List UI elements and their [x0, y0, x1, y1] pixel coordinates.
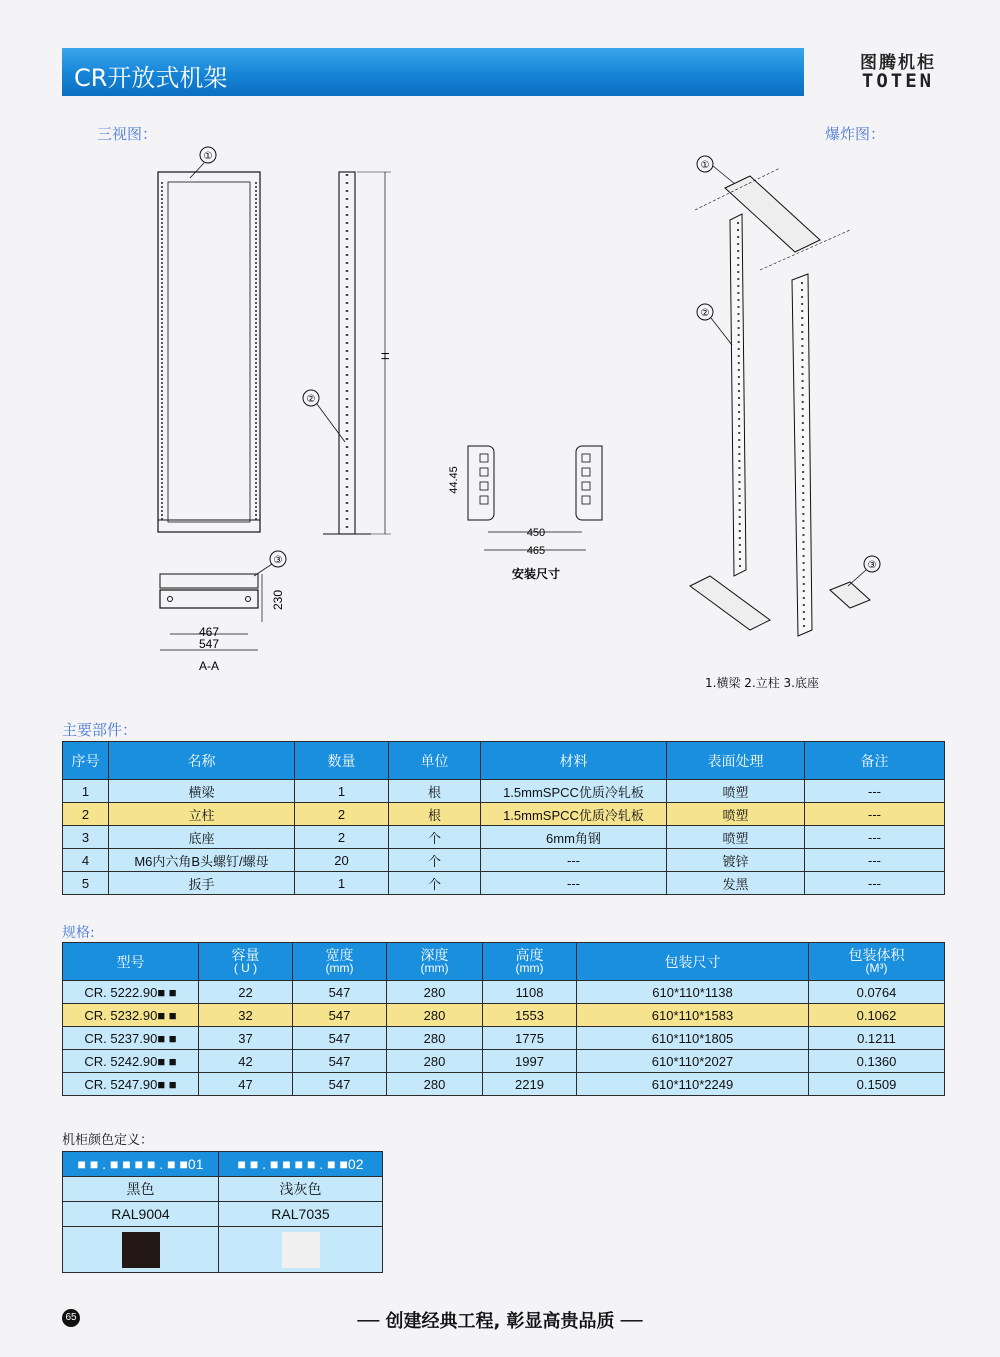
cell: 立柱	[109, 803, 295, 826]
cell: 610*110*2249	[577, 1073, 809, 1096]
cell: 1108	[483, 981, 577, 1004]
specs-header-depth: 深度 (mm)	[387, 943, 483, 981]
cell: 喷塑	[667, 780, 805, 803]
cell: 个	[389, 826, 481, 849]
cell: 底座	[109, 826, 295, 849]
cell: 1	[295, 872, 389, 895]
cell: 2	[295, 826, 389, 849]
color-swatch-row	[63, 1227, 383, 1273]
cell: CR. 5232.90■ ■	[63, 1004, 199, 1027]
mounting-dimension-drawing	[440, 440, 610, 590]
dim-465: 465	[526, 545, 546, 557]
cell: 22	[199, 981, 293, 1004]
cell: 547	[293, 981, 387, 1004]
cell: ---	[481, 849, 667, 872]
specs-section-label: 规格:	[62, 925, 95, 941]
cell: 547	[293, 1073, 387, 1096]
color-code-black: ■ ■ . ■ ■ ■ ■ . ■ ■01	[63, 1152, 219, 1177]
cell: 42	[199, 1050, 293, 1073]
cell: ---	[805, 780, 945, 803]
cell: 根	[389, 803, 481, 826]
cell: 0.1211	[809, 1027, 945, 1050]
specs-header-pack-size: 包装尺寸	[577, 943, 809, 981]
color-ral-row	[63, 1202, 383, 1227]
specs-header-height: 高度 (mm)	[483, 943, 577, 981]
color-swatch-grey	[282, 1232, 320, 1268]
cell: 1	[63, 780, 109, 803]
cell: 280	[387, 1004, 483, 1027]
cell: 个	[389, 872, 481, 895]
cell: CR. 5237.90■ ■	[63, 1027, 199, 1050]
dim-h: H	[380, 352, 392, 360]
color-code-row	[63, 1152, 383, 1177]
title-bar	[62, 48, 804, 96]
parts-header-finish: 表面处理	[667, 742, 805, 780]
cell: 6mm角钢	[481, 826, 667, 849]
callout-2: ②	[306, 394, 316, 405]
cell: 0.0764	[809, 981, 945, 1004]
logo-chinese: 图腾机柜	[860, 53, 936, 73]
parts-header-row	[63, 742, 945, 780]
cell: 280	[387, 981, 483, 1004]
cell: 610*110*2027	[577, 1050, 809, 1073]
install-caption: 安装尺寸	[511, 567, 561, 581]
dim-230: 230	[271, 589, 285, 610]
cell: ---	[805, 826, 945, 849]
cell: CR. 5242.90■ ■	[63, 1050, 199, 1073]
specs-header-pack-volume: 包装体积 (M³)	[809, 943, 945, 981]
color-swatch-black	[122, 1232, 160, 1268]
dim-467: 467	[198, 625, 220, 639]
color-code-grey: ■ ■ . ■ ■ ■ ■ . ■ ■02	[219, 1152, 383, 1177]
specs-table	[62, 942, 945, 1096]
cell: 4	[63, 849, 109, 872]
color-ral-black: RAL9004	[63, 1202, 219, 1227]
cell: 个	[389, 849, 481, 872]
section-label: A-A	[198, 659, 220, 673]
exploded-callout-3: ③	[867, 560, 877, 571]
front-view-drawing	[140, 140, 280, 550]
parts-legend: 1.横梁 2.立柱 3.底座	[705, 676, 819, 690]
specs-header-width: 宽度 (mm)	[293, 943, 387, 981]
cell: 喷塑	[667, 803, 805, 826]
color-name-black: 黑色	[63, 1177, 219, 1202]
cell: 横梁	[109, 780, 295, 803]
parts-header-remark: 备注	[805, 742, 945, 780]
callout-1: ①	[203, 151, 213, 162]
three-view-label: 三视图：	[97, 125, 158, 143]
footer-slogan: ── 创建经典工程, 彰显高贵品质 ──	[357, 1311, 643, 1332]
cell: 镀锌	[667, 849, 805, 872]
exploded-callout-1: ①	[700, 160, 710, 171]
cell: 547	[293, 1050, 387, 1073]
cell: ---	[805, 849, 945, 872]
parts-header-name: 名称	[109, 742, 295, 780]
table-row	[63, 981, 945, 1004]
color-name-row	[63, 1177, 383, 1202]
cell: 610*110*1805	[577, 1027, 809, 1050]
cell: 5	[63, 872, 109, 895]
cell: 1775	[483, 1027, 577, 1050]
dim-44-45: 44.45	[448, 466, 460, 494]
cell: 1997	[483, 1050, 577, 1073]
exploded-view-label: 爆炸图：	[825, 125, 886, 143]
cell: 280	[387, 1027, 483, 1050]
table-row	[63, 1004, 945, 1027]
cell: 扳手	[109, 872, 295, 895]
cell: 610*110*1583	[577, 1004, 809, 1027]
cell: 610*110*1138	[577, 981, 809, 1004]
cell: 1.5mmSPCC优质冷轧板	[481, 803, 667, 826]
specs-header-capacity: 容量 ( U )	[199, 943, 293, 981]
dim-450: 450	[526, 527, 546, 539]
logo-english: TOTEN	[861, 70, 935, 92]
side-view-drawing	[295, 160, 405, 550]
cell: 0.1062	[809, 1004, 945, 1027]
swatch-cell-grey	[219, 1227, 383, 1273]
cell: 32	[199, 1004, 293, 1027]
cell: 547	[293, 1027, 387, 1050]
table-row	[63, 780, 945, 803]
parts-header-unit: 单位	[389, 742, 481, 780]
cell: 20	[295, 849, 389, 872]
cell: 2219	[483, 1073, 577, 1096]
parts-header-material: 材料	[481, 742, 667, 780]
cell: 2	[295, 803, 389, 826]
parts-header-qty: 数量	[295, 742, 389, 780]
callout-3: ③	[273, 555, 283, 566]
dim-547: 547	[198, 637, 220, 651]
section-view-drawing	[150, 548, 300, 676]
color-name-grey: 浅灰色	[219, 1177, 383, 1202]
parts-table	[62, 741, 945, 895]
table-row	[63, 1027, 945, 1050]
cell: 547	[293, 1004, 387, 1027]
cell: M6内六角B头螺钉/螺母	[109, 849, 295, 872]
specs-header-model: 型号	[63, 943, 199, 981]
cell: 喷塑	[667, 826, 805, 849]
table-row	[63, 872, 945, 895]
cell: 47	[199, 1073, 293, 1096]
cell: 1.5mmSPCC优质冷轧板	[481, 780, 667, 803]
exploded-view-drawing	[680, 150, 900, 650]
table-row	[63, 1073, 945, 1096]
table-row	[63, 803, 945, 826]
cell: ---	[481, 872, 667, 895]
cell: CR. 5247.90■ ■	[63, 1073, 199, 1096]
specs-header-row	[63, 943, 945, 981]
parts-section-label: 主要部件：	[62, 721, 138, 739]
page-number: 65	[62, 1309, 80, 1327]
cell: 0.1509	[809, 1073, 945, 1096]
color-table	[62, 1151, 383, 1273]
table-row	[63, 849, 945, 872]
cell: 37	[199, 1027, 293, 1050]
cell: 根	[389, 780, 481, 803]
cell: 1553	[483, 1004, 577, 1027]
table-row	[63, 1050, 945, 1073]
cell: 2	[63, 803, 109, 826]
cell: 3	[63, 826, 109, 849]
page-title: CR开放式机架	[74, 64, 228, 92]
parts-header-index: 序号	[63, 742, 109, 780]
cell: 280	[387, 1073, 483, 1096]
cell: ---	[805, 872, 945, 895]
cell: 280	[387, 1050, 483, 1073]
color-section-label: 机柜颜色定义：	[62, 1133, 154, 1148]
brand-logo	[852, 48, 944, 92]
swatch-cell-black	[63, 1227, 219, 1273]
color-ral-grey: RAL7035	[219, 1202, 383, 1227]
cell: 发黑	[667, 872, 805, 895]
cell: CR. 5222.90■ ■	[63, 981, 199, 1004]
table-row	[63, 826, 945, 849]
cell: 1	[295, 780, 389, 803]
cell: ---	[805, 803, 945, 826]
cell: 0.1360	[809, 1050, 945, 1073]
exploded-callout-2: ②	[700, 308, 710, 319]
